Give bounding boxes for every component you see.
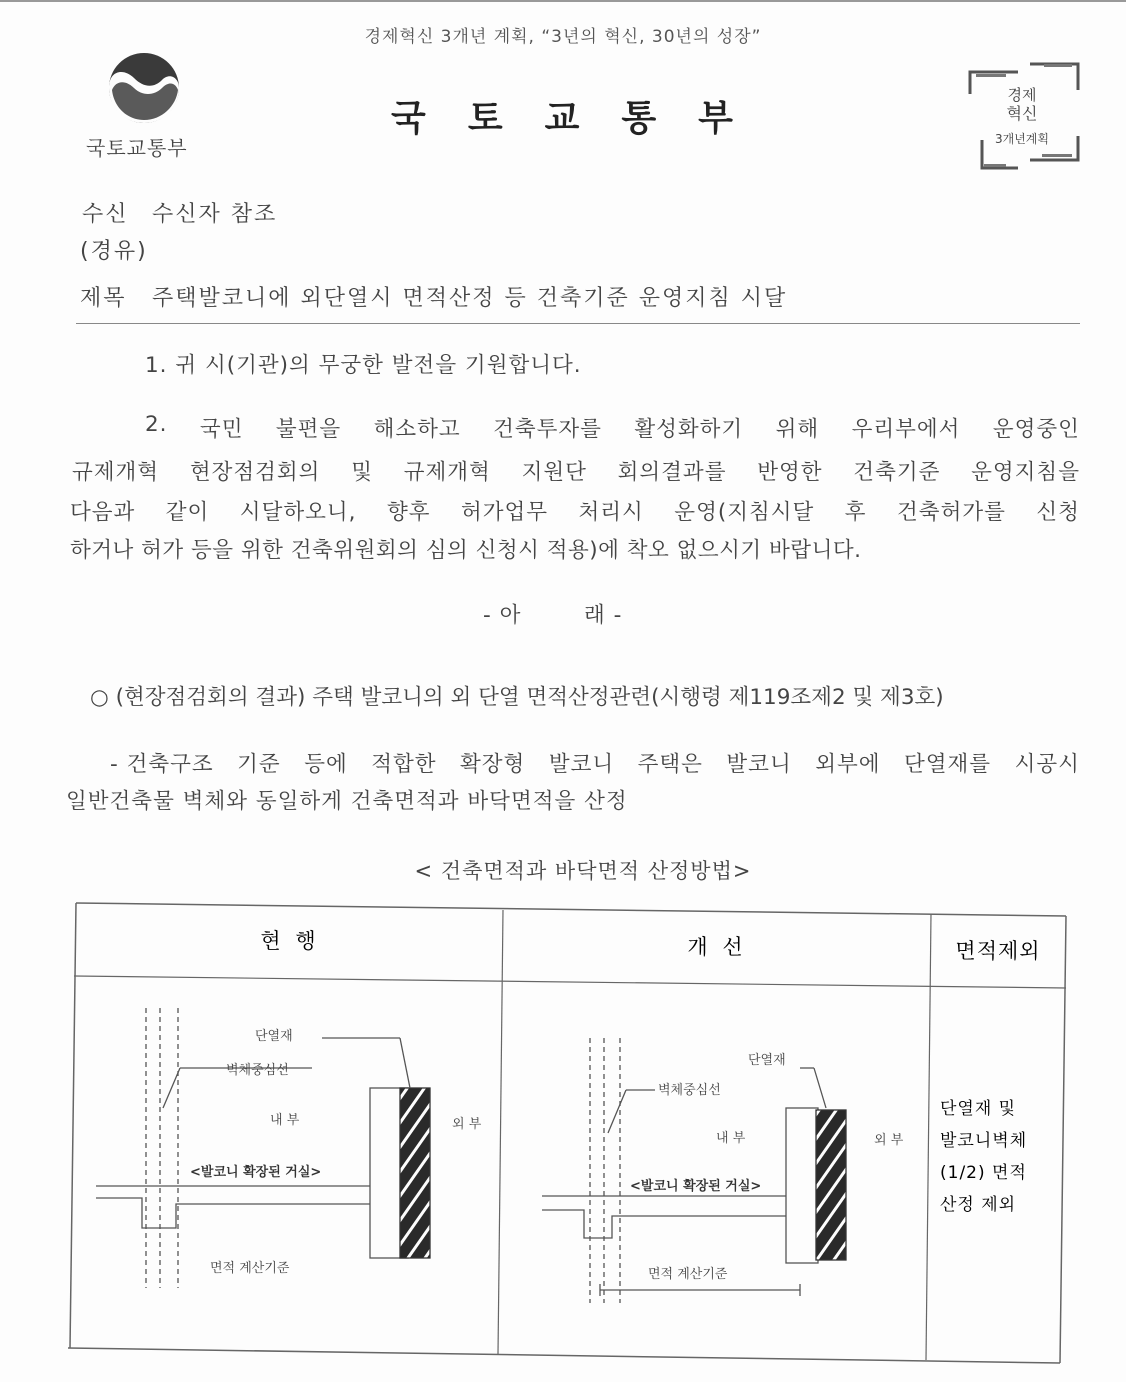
- stamp-line-3: 3개년계획: [994, 132, 1049, 146]
- ministry-title: 국토교통부: [391, 98, 775, 139]
- recipient-label: 수신: [82, 202, 129, 227]
- current-basis-label: 면적 계산기준: [210, 1261, 290, 1276]
- logo-text: 국토교통부: [86, 136, 188, 160]
- header-divider: [76, 323, 1080, 324]
- via-label: (경유): [80, 239, 148, 264]
- current-inside-label: 내 부: [270, 1113, 300, 1128]
- item-2-line-4: 하거나 허가 등을 위한 건축위원회의 심의 신청시 적용)에 착오 없으시기 바랍니다.: [70, 538, 862, 563]
- item-2-line-1: 2. 국민 불편을 해소하고 건축투자를 활성화하기 위해 우리부에서 운영중인: [145, 412, 1080, 442]
- slogan: 경제혁신 3개년 계획, “3년의 혁신, 30년의 성장”: [364, 27, 762, 47]
- current-room-label: <발코니 확장된 거실>: [190, 1165, 322, 1180]
- area-method-table: [60, 898, 1070, 1368]
- stamp-line-2: 혁신: [1006, 104, 1038, 123]
- exclusion-line-2: 발코니벽체: [940, 1131, 1028, 1151]
- current-outside-label: 외 부: [452, 1117, 482, 1132]
- header-improved: 개 선: [687, 935, 747, 959]
- table-caption: < 건축면적과 바닥면적 산정방법>: [414, 859, 752, 883]
- exclusion-line-1: 단열재 및: [940, 1099, 1017, 1119]
- exclusion-line-3: (1/2) 면적: [940, 1163, 1027, 1183]
- recipient-value: 수신자 참조: [152, 202, 278, 227]
- bullet-item: ○ (현장점검회의 결과) 주택 발코니의 외 단열 면적산정관련(시행령 제119조제2 및 제3호): [90, 685, 944, 710]
- improved-room-label: <발코니 확장된 거실>: [630, 1179, 762, 1194]
- current-diagram: [96, 1008, 430, 1288]
- current-wall-center-label: 벽체중심선: [226, 1063, 289, 1078]
- improved-outside-label: 외 부: [874, 1133, 904, 1148]
- improved-wall-center-label: 벽체중심선: [658, 1083, 721, 1098]
- improved-insulation-label: 단열재: [748, 1053, 786, 1068]
- improved-diagram: [542, 1038, 846, 1303]
- separator: - 아 래 -: [483, 603, 623, 628]
- dash-item-line-2: 일반건축물 벽체와 동일하게 건축면적과 바닥면적을 산정: [66, 789, 628, 814]
- subject-value: 주택발코니에 외단열시 면적산정 등 건축기준 운영지침 시달: [152, 286, 788, 311]
- subject-label: 제목: [80, 286, 127, 311]
- current-insulation-label: 단열재: [255, 1029, 293, 1044]
- header-exclusion: 면적제외: [955, 939, 1041, 963]
- dash-item-line-1: - 건축구조 기준 등에 적합한 확장형 발코니 주택은 발코니 외부에 단열재를 시공시: [110, 752, 1080, 777]
- item-2-line-2: 규제개혁 현장점검회의 및 규제개혁 지원단 회의결과를 반영한 건축기준 운영지침을: [72, 460, 1080, 485]
- header-current: 현 행: [260, 929, 320, 953]
- stamp-line-1: 경제: [1007, 86, 1037, 104]
- item-2-line-3: 다음과 같이 시달하오니, 향후 허가업무 처리시 운영(지침시달 후 건축허가를 신청: [70, 500, 1080, 525]
- item-1: 1. 귀 시(기관)의 무궁한 발전을 기원합니다.: [145, 353, 582, 378]
- table-grid: [68, 903, 1066, 1363]
- improved-inside-label: 내 부: [716, 1131, 746, 1146]
- top-border: [0, 0, 1126, 2]
- improved-basis-label: 면적 계산기준: [648, 1267, 728, 1282]
- exclusion-line-4: 산정 제외: [940, 1195, 1017, 1215]
